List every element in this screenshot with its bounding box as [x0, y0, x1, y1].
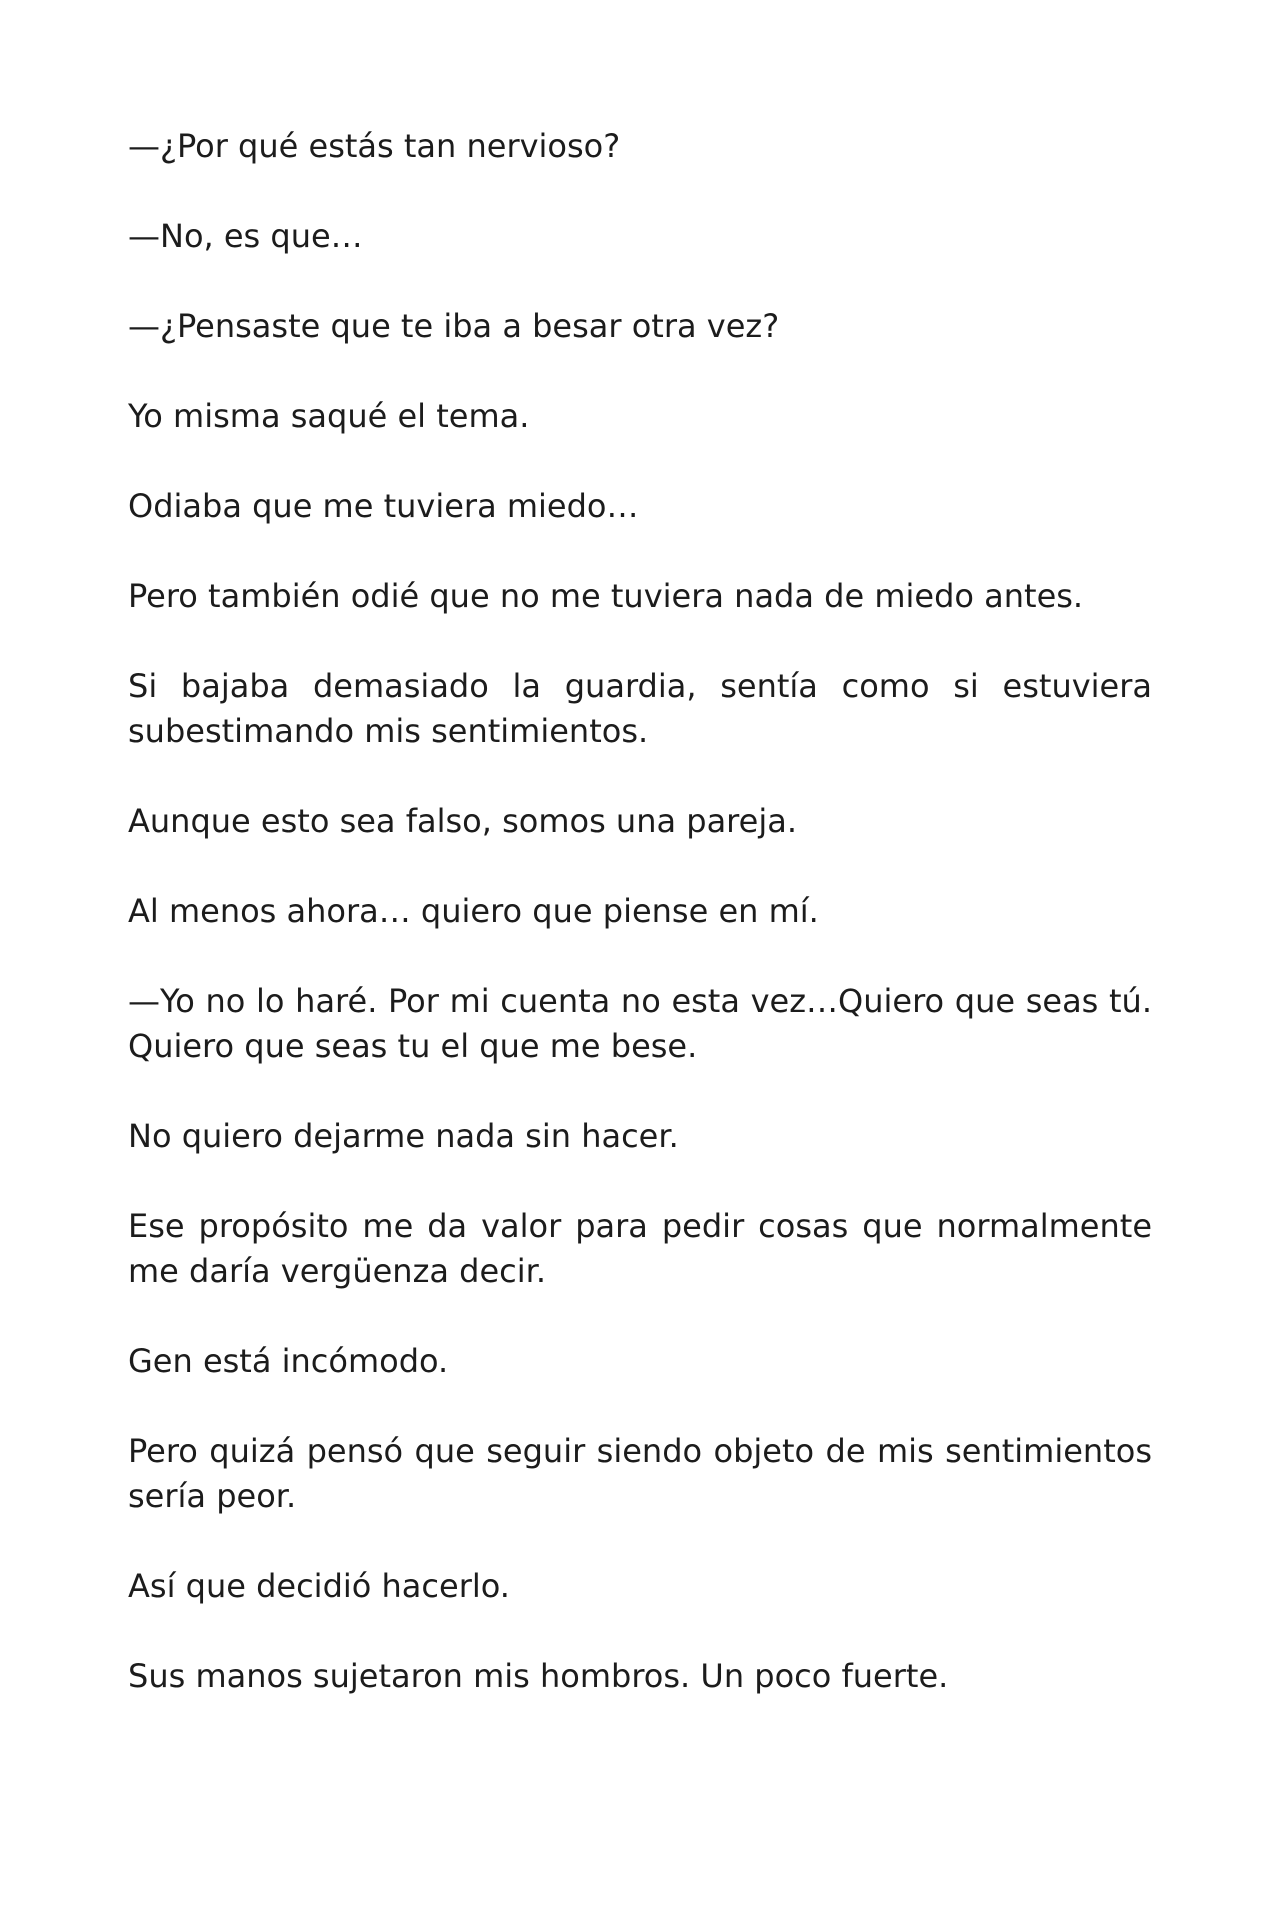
paragraph-10: —Yo no lo haré. Por mi cuenta no esta vez…Quiero que seas tú. Quiero que seas tu el que me bese.	[128, 982, 1152, 1065]
paragraph-11: No quiero dejarme nada sin hacer.	[128, 1117, 679, 1155]
paragraph-8: Aunque esto sea falso, somos una pareja.	[128, 802, 797, 840]
paragraph-7: Si bajaba demasiado la guardia, sentía como si estuviera subestimando mis sentimientos.	[128, 667, 1152, 750]
paragraph-6: Pero también odié que no me tuviera nada de miedo antes.	[128, 577, 1084, 615]
paragraph-15: Así que decidió hacerlo.	[128, 1567, 510, 1605]
document-body	[128, 124, 1152, 1744]
paragraph-4: Yo misma saqué el tema.	[128, 397, 530, 435]
paragraph-1: —¿Por qué estás tan nervioso?	[128, 127, 621, 165]
paragraph-13: Gen está incómodo.	[128, 1342, 449, 1380]
paragraph-3: —¿Pensaste que te iba a besar otra vez?	[128, 307, 780, 345]
paragraph-16: Sus manos sujetaron mis hombros. Un poco fuerte.	[128, 1657, 949, 1695]
paragraph-2: —No, es que…	[128, 217, 363, 255]
paragraph-9: Al menos ahora… quiero que piense en mí.	[128, 892, 819, 930]
paragraph-14: Pero quizá pensó que seguir siendo objeto de mis sentimientos sería peor.	[128, 1432, 1152, 1515]
paragraph-5: Odiaba que me tuviera miedo…	[128, 487, 639, 525]
paragraph-12: Ese propósito me da valor para pedir cosas que normalmente me daría vergüenza decir.	[128, 1207, 1152, 1290]
